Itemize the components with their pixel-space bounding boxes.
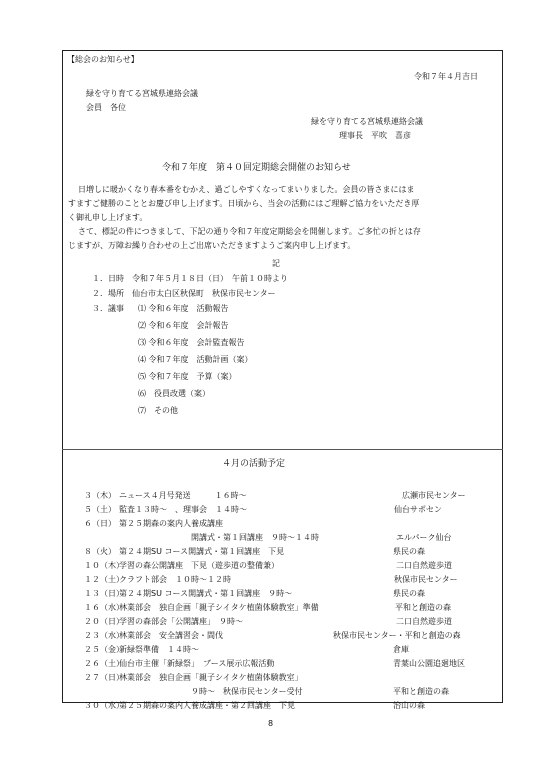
activity-date: １３（日）	[84, 589, 124, 598]
activity-place: 二口自然遊歩道	[396, 617, 452, 626]
activity-place: エルパーク仙台	[396, 533, 452, 542]
sender-org: 緑を守り育てる宮城県連絡会議	[311, 117, 423, 126]
body-line: さて、標記の件につきまして、下記の通り令和７年度定期総会を開催します。ご多忙の折とは存	[78, 227, 421, 236]
section-divider	[62, 449, 503, 450]
activity-place: 県民の森	[393, 547, 425, 556]
activity-date: １２（土）	[84, 575, 124, 584]
sender-person: 理事長 平吹 喜彦	[339, 131, 411, 140]
activity-place: 平和と創造の森	[393, 687, 449, 696]
activity-place: 県民の森	[393, 589, 425, 598]
body-line: すますご健勝のこととお慶び申し上げます。日頃から、当会の活動にはご理解ご協力をいただき厚	[68, 199, 420, 208]
agenda-item: ⑹ 役員改選（案）	[138, 389, 210, 398]
agenda-item: ⑶ 令和６年度 会計監査報告	[138, 338, 245, 347]
agenda-item: ⑴ 令和６年度 活動報告	[138, 304, 229, 313]
issue-date: 令和７年４月吉日	[414, 72, 478, 81]
ki-mark: 記	[272, 259, 280, 268]
activity-description: 学習の森部会「公開講座」 ９時～	[119, 617, 243, 626]
agenda-item: ⑸ 令和７年度 予算（案）	[138, 372, 237, 381]
activity-place: 秋保市民センター	[394, 575, 458, 584]
activity-date: ５（土）	[84, 505, 116, 514]
activity-description: 第２５期森の案内人養成講座・第２回講座 下見	[119, 701, 295, 710]
body-line: じますが、万障お繰り合わせの上ご出席いただきますようご案内申し上げます。	[68, 241, 356, 250]
activity-description: 林業部会 独自企画「親子シイタケ植菌体験教室」準備	[119, 603, 319, 612]
activity-description: 第２５期森の案内人養成講座	[119, 519, 223, 528]
agenda-item: ⑺ その他	[138, 406, 178, 415]
item-datetime: １．日時 令和７年５月１８日（日） 午前１０時より	[92, 274, 288, 283]
activity-date: ２３（水）	[84, 631, 124, 640]
activity-place: 二口自然遊歩道	[396, 561, 452, 570]
activity-description: クラフト部会 １０時～１２時	[119, 575, 231, 584]
activity-date: ６（日）	[84, 519, 116, 528]
activity-description: 林業部会 独自企画「親子シイタケ植菌体験教室」	[119, 673, 303, 682]
activity-description: 林業部会 安全講習会・間伐	[119, 631, 223, 640]
activity-date: ２７（日）	[84, 673, 124, 682]
activity-date: ３（木）	[84, 491, 116, 500]
activity-date: ３０（水）	[84, 701, 124, 710]
activity-date: ２６（土）	[84, 659, 124, 668]
activity-date: １６（水）	[84, 603, 124, 612]
activity-description: 第２４期SU コース開講式・第１回講座 ９時～	[119, 589, 293, 598]
activity-date: ２０（日）	[84, 617, 124, 626]
activity-description: ニュース４月号発送 １６時～	[119, 491, 247, 500]
activity-description: 学習の森公開講座 下見（遊歩道の整備兼）	[119, 561, 279, 570]
activity-description: 仙台市主催「新緑祭」 ブース展示広報活動	[119, 659, 275, 668]
activities-title: ４月の活動予定	[222, 459, 286, 469]
agenda-item: ⑵ 令和６年度 会計報告	[138, 321, 229, 330]
activity-place: 秋保市民センター・平和と創造の森	[333, 631, 461, 640]
notice-title: 令和７年度 第４０回定期総会開催のお知らせ	[162, 163, 351, 173]
activity-date: １０（木）	[84, 561, 124, 570]
recipient-org: 緑を守り育てる宮城県連絡会議	[86, 89, 198, 98]
item-agenda-label: ３．議事	[92, 304, 124, 313]
activity-date: ２５（金）	[84, 645, 124, 654]
body-line: く御礼申し上げます。	[68, 213, 148, 222]
activity-place: 倉庫	[393, 645, 409, 654]
activity-place: 平和と創造の森	[395, 603, 451, 612]
activity-description: 監査１３時～ 、理事会 １４時～	[119, 505, 247, 514]
activity-description: 開講式・第１回講座 ９時～１４時	[191, 533, 319, 542]
section-tag: 【総会のお知らせ】	[67, 55, 139, 64]
activity-place: 広瀬市民センター	[402, 491, 466, 500]
activity-date: ８（火）	[84, 547, 116, 556]
body-line: 日増しに暖かくなり春本番をむかえ、過ごしやすくなってまいりました。会員の皆さまにはま	[78, 185, 415, 194]
item-place: ２．場所 仙台市太白区秋保町 秋保市民センター	[92, 289, 276, 298]
activity-place: 仙台サポセン	[394, 505, 442, 514]
activity-place: 治山の森	[393, 701, 425, 710]
activity-description: 第２４期SU コース開講式・第１回講座 下見	[119, 547, 285, 556]
activity-description: ９時～ 秋保市民センター受付	[191, 687, 303, 696]
activity-place: 青葉山公園追廻地区	[393, 659, 465, 668]
recipient-members: 会員 各位	[86, 103, 126, 112]
activity-description: 新緑祭準備 １４時～	[119, 645, 199, 654]
agenda-item: ⑷ 令和７年度 活動計画（案）	[138, 355, 253, 364]
page-number: 8	[268, 719, 274, 728]
